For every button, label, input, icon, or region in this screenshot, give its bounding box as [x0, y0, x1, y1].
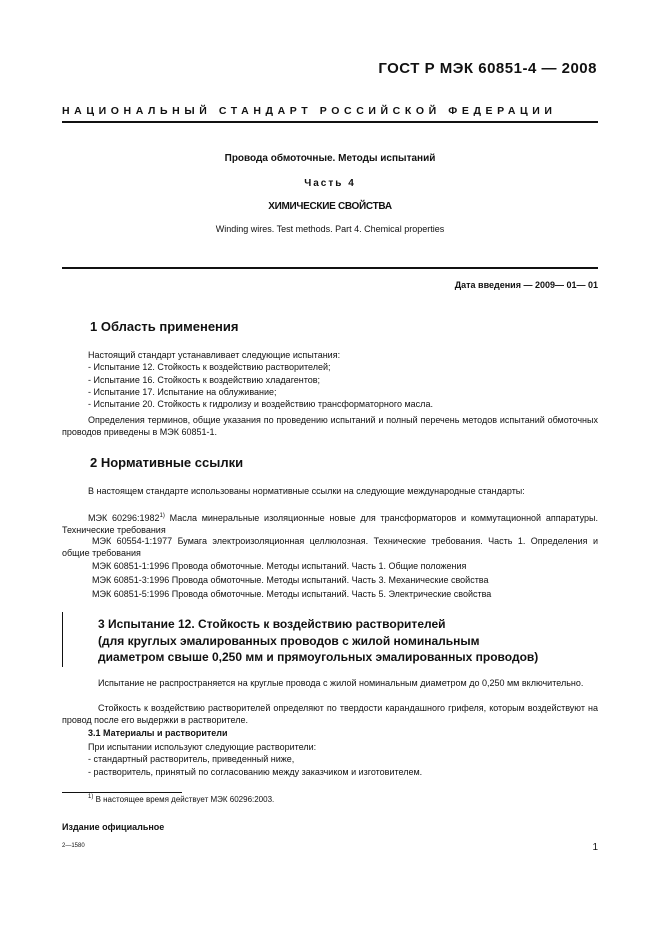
title-english: Winding wires. Test methods. Part 4. Chemical properties: [215, 224, 445, 234]
introduction-date: Дата введения — 2009— 01— 01: [454, 280, 598, 290]
reference-title: Масла минеральные изоляционные новые для трансформаторов и коммутационной аппаратуры. Технические требования: [62, 513, 598, 536]
print-code: 2—1580: [62, 843, 85, 849]
section1-line: - Испытание 17. Испытание на облуживание;: [88, 386, 277, 397]
reference-60851-1: МЭК 60851-1:1996 Провода обмоточные. Методы испытаний. Часть 1. Общие положения: [92, 561, 467, 571]
section1-list: [88, 349, 598, 410]
section1-line: Настоящий стандарт устанавливает следующие испытания:: [88, 350, 341, 360]
title-part: Часть 4: [304, 178, 356, 189]
footnote-text: В настоящее время действует МЭК 60296:2003.: [93, 795, 275, 804]
subsection-line: - растворитель, принятый по согласованию между заказчиком и изготовителем.: [88, 766, 423, 777]
footnote-rule: [62, 792, 182, 793]
section2-heading: 2 Нормативные ссылки: [90, 455, 244, 470]
reference-60851-5: МЭК 60851-5:1996 Провода обмоточные. Методы испытаний. Часть 5. Электрические свойства: [92, 589, 492, 599]
change-bar: [62, 612, 63, 667]
section1-line: - Испытание 20. Стойкость к гидролизу и воздействию трансформаторного масла.: [88, 399, 433, 410]
reference-60851-3: МЭК 60851-3:1996 Провода обмоточные. Методы испытаний. Часть 3. Механические свойства: [92, 575, 489, 585]
title-subject: ХИМИЧЕСКИЕ СВОЙСТВА: [268, 201, 392, 212]
reference-60296: [62, 510, 598, 537]
title-line1: Провода обмоточные. Методы испытаний: [224, 153, 436, 164]
section3-heading-line: (для круглых эмалированных проводов с жилой номинальным: [98, 633, 480, 648]
footnote-marker: 1): [159, 513, 165, 519]
section2-intro: В настоящем стандарте использованы нормативные ссылки на следующие международные стандарты:: [88, 486, 525, 496]
title-rule: [62, 267, 598, 269]
subsection-line: При испытании используют следующие растворители:: [88, 742, 317, 752]
standard-number: ГОСТ Р МЭК 60851-4 — 2008: [378, 60, 597, 77]
footnote: [88, 794, 274, 804]
page-number: 1: [592, 842, 598, 853]
footnote-mark: 1): [88, 794, 94, 800]
section3-heading-line: диаметром свыше 0,250 мм и прямоугольных эмалированных проводов): [98, 650, 539, 664]
subsection-3-1-list: [88, 741, 598, 778]
section1-line: - Испытание 12. Стойкость к воздействию растворителей;: [88, 362, 331, 373]
section3-heading-line: 3 Испытание 12. Стойкость к воздействию растворителей: [98, 617, 446, 631]
section3-heading-block: [62, 612, 598, 667]
top-rule: [62, 121, 598, 123]
reference-60554-1: МЭК 60554-1:1977 Бумага электроизоляционная целлюлозная. Технические требования. Часть 1. Определения и общие требования: [62, 536, 598, 559]
reference-code: МЭК 60296:1982: [88, 513, 160, 523]
subsection-line: - стандартный растворитель, приведенный ниже,: [88, 754, 295, 765]
section3-paragraph1: Испытание не распространяется на круглые провода с жилой номинальным диаметром до 0,250 мм включительно.: [98, 678, 584, 688]
official-edition-label: Издание официальное: [62, 822, 165, 832]
national-standard-banner: НАЦИОНАЛЬНЫЙ СТАНДАРТ РОССИЙСКОЙ ФЕДЕРАЦИИ: [62, 105, 557, 117]
section1-heading: 1 Область применения: [90, 319, 239, 334]
subsection-3-1-heading: 3.1 Материалы и растворители: [88, 728, 228, 738]
section3-heading: [98, 616, 538, 666]
section3-paragraph2: Стойкость к воздействию растворителей определяют по твердости карандашного грифеля, которым воздействуют на провод после его выдержки в растворителе.: [62, 703, 598, 726]
section1-paragraph: Определения терминов, общие указания по проведению испытаний и полный перечень методов испытаний обмоточных проводов приведены в МЭК 60851-1.: [62, 415, 598, 438]
section1-line: - Испытание 16. Стойкость к воздействию хладагентов;: [88, 374, 321, 385]
